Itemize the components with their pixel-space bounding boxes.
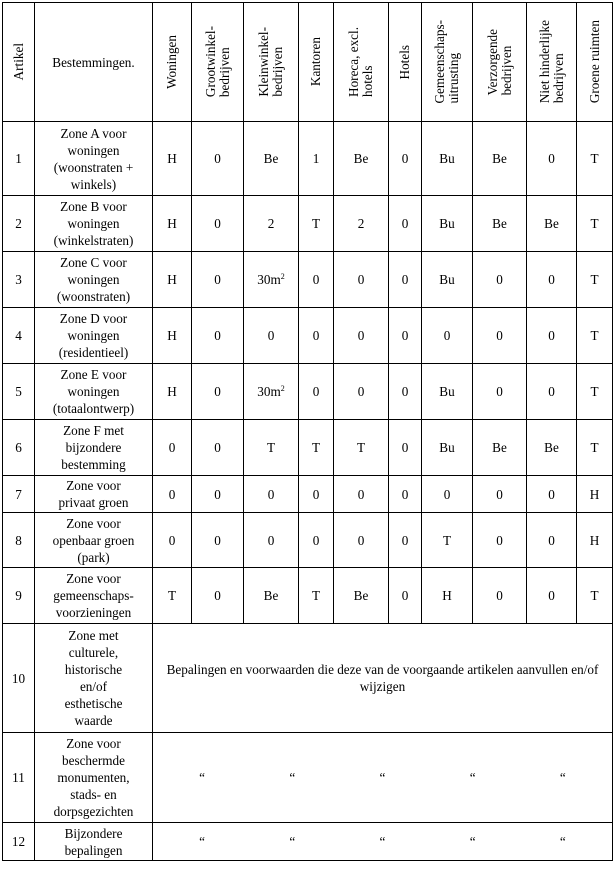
ditto-mark: “ (379, 834, 386, 849)
table-cell: 0 (527, 122, 577, 196)
artikel-number: 7 (3, 476, 35, 513)
table-cell: H (422, 568, 473, 624)
table-cell: 0 (153, 476, 192, 513)
header-row (3, 3, 613, 122)
artikel-number: 1 (3, 122, 35, 196)
table-cell: 0 (527, 364, 577, 420)
table-cell: H (153, 308, 192, 364)
table-body (3, 122, 613, 861)
table-cell: 0 (527, 308, 577, 364)
ditto-mark: “ (379, 770, 386, 785)
header-artikel: Artikel (3, 3, 35, 122)
table-cell: Bu (422, 196, 473, 252)
table-cell: Be (527, 196, 577, 252)
table-cell: 0 (299, 308, 334, 364)
table-cell: T (577, 196, 613, 252)
table-cell: 0 (473, 513, 527, 568)
table-cell: 0 (473, 364, 527, 420)
zone-name: Zone C voor woningen (woonstraten) (35, 252, 153, 308)
table-cell: 0 (422, 308, 473, 364)
superscript-2: 2 (280, 272, 285, 281)
ditto-mark: “ (469, 770, 476, 785)
zone-name: Zone A voor woningen (woonstraten + winkels) (35, 122, 153, 196)
zone-name: Zone voor privaat groen (35, 476, 153, 513)
table-cell: T (299, 568, 334, 624)
table-cell: 0 (389, 568, 422, 624)
table-row-10 (3, 624, 613, 733)
table-cell: 0 (389, 196, 422, 252)
bepalingen-note: Bepalingen en voorwaarden die deze van de voorgaande artikelen aanvullen en/of wijzigen (153, 624, 613, 733)
zone-name: Zone F met bijzondere bestemming (35, 420, 153, 476)
table-cell: T (577, 252, 613, 308)
table-cell: 0 (527, 252, 577, 308)
zone-name: Zone voor openbaar groen (park) (35, 513, 153, 568)
table-cell: 0 (153, 513, 192, 568)
table-row-12 (3, 823, 613, 861)
table-cell: Be (527, 420, 577, 476)
table-cell: 0 (192, 196, 244, 252)
table-cell: 0 (334, 252, 389, 308)
table-cell: T (577, 308, 613, 364)
table-cell: H (577, 476, 613, 513)
ditto-marks (153, 823, 613, 861)
table-cell: Be (244, 122, 299, 196)
table-cell: Bu (422, 252, 473, 308)
header-col-kantoren: Kantoren (299, 3, 334, 122)
table-row-4 (3, 308, 613, 364)
table-cell: 0 (244, 308, 299, 364)
artikel-number: 6 (3, 420, 35, 476)
zone-name: Zone voor beschermde monumenten, stads- en dorpsgezichten (35, 733, 153, 823)
table-cell: Be (473, 420, 527, 476)
artikel-number: 3 (3, 252, 35, 308)
table-cell: T (244, 420, 299, 476)
table-cell: 0 (473, 568, 527, 624)
table-cell: T (299, 420, 334, 476)
table-cell: Bu (422, 364, 473, 420)
table-cell: 0 (192, 252, 244, 308)
header-col-hotels: Hotels (389, 3, 422, 122)
table-cell: H (153, 252, 192, 308)
header-col-woningen: Woningen (153, 3, 192, 122)
table-row-3 (3, 252, 613, 308)
table-cell: 0 (389, 364, 422, 420)
table-cell: H (153, 364, 192, 420)
table-cell: T (577, 420, 613, 476)
header-col-gemeenschapsuitrusting: Gemeenschaps- uitrusting (422, 3, 473, 122)
artikel-number: 8 (3, 513, 35, 568)
table-cell: 0 (192, 420, 244, 476)
artikel-number: 2 (3, 196, 35, 252)
table-cell: 0 (389, 476, 422, 513)
ditto-mark: “ (289, 834, 296, 849)
ditto-mark: “ (469, 834, 476, 849)
table-cell: T (422, 513, 473, 568)
table-cell: 0 (192, 364, 244, 420)
table-cell: Be (334, 568, 389, 624)
table-cell: 0 (299, 476, 334, 513)
table-cell: Be (334, 122, 389, 196)
artikel-number: 9 (3, 568, 35, 624)
table-cell: 0 (299, 513, 334, 568)
table-row-2 (3, 196, 613, 252)
table-row-5 (3, 364, 613, 420)
ditto-mark: “ (199, 770, 206, 785)
header-col-horeca: Horeca, excl. hotels (334, 3, 389, 122)
header-col-grootwinkelbedrijven: Grootwinkel- bedrijven (192, 3, 244, 122)
table-cell: 2 (244, 196, 299, 252)
artikel-number: 12 (3, 823, 35, 861)
table-cell: 0 (527, 476, 577, 513)
table-cell: 0 (473, 308, 527, 364)
table-cell: 0 (389, 420, 422, 476)
artikel-number: 4 (3, 308, 35, 364)
table-row-9 (3, 568, 613, 624)
table-cell: 0 (299, 364, 334, 420)
header-col-verzorgende-bedrijven: Verzorgende bedrijven (473, 3, 527, 122)
table-cell: Be (473, 122, 527, 196)
table-cell: 0 (334, 308, 389, 364)
artikel-number: 10 (3, 624, 35, 733)
zone-name: Zone D voor woningen (residentieel) (35, 308, 153, 364)
header-col-niet-hinderlijke-bedrijven: Niet hinderlijke bedrijven (527, 3, 577, 122)
table-cell: 0 (389, 252, 422, 308)
table-cell: 0 (389, 513, 422, 568)
table-cell: $30m^2$ (244, 252, 299, 308)
table-cell: 0 (389, 308, 422, 364)
table-cell: T (577, 568, 613, 624)
header-col-kleinwinkelbedrijven: Kleinwinkel- bedrijven (244, 3, 299, 122)
ditto-mark: “ (199, 834, 206, 849)
table-cell: 0 (153, 420, 192, 476)
table-cell: H (153, 196, 192, 252)
table-row-7 (3, 476, 613, 513)
table-cell: 0 (334, 513, 389, 568)
ditto-marks (153, 733, 613, 823)
table-cell: 0 (473, 252, 527, 308)
table-cell: H (577, 513, 613, 568)
table-cell: T (577, 364, 613, 420)
table-cell: 0 (192, 513, 244, 568)
superscript-2: 2 (280, 384, 285, 393)
zone-name: Zone B voor woningen (winkelstraten) (35, 196, 153, 252)
table-row-8 (3, 513, 613, 568)
table-cell: 0 (473, 476, 527, 513)
zone-name: Zone E voor woningen (totaalontwerp) (35, 364, 153, 420)
table-cell: 0 (192, 308, 244, 364)
table-cell: 0 (244, 476, 299, 513)
table-cell: Bu (422, 122, 473, 196)
table-cell: Be (473, 196, 527, 252)
bestemmingen-table (2, 2, 613, 861)
table-cell: 0 (334, 476, 389, 513)
table-cell: H (153, 122, 192, 196)
table-cell: T (153, 568, 192, 624)
table-cell: 0 (422, 476, 473, 513)
table-cell: 0 (299, 252, 334, 308)
table-row-6 (3, 420, 613, 476)
artikel-number: 5 (3, 364, 35, 420)
table-cell: 0 (192, 476, 244, 513)
table-cell: 0 (527, 513, 577, 568)
artikel-number: 11 (3, 733, 35, 823)
table-cell: 0 (389, 122, 422, 196)
ditto-mark: “ (559, 770, 566, 785)
table-cell: 0 (192, 122, 244, 196)
zone-name: Bijzondere bepalingen (35, 823, 153, 861)
table-cell: T (299, 196, 334, 252)
ditto-mark: “ (559, 834, 566, 849)
table-row-11 (3, 733, 613, 823)
table-cell: 2 (334, 196, 389, 252)
table-cell: 1 (299, 122, 334, 196)
table-cell: 0 (192, 568, 244, 624)
zone-name: Zone met culturele, historische en/of esthetische waarde (35, 624, 153, 733)
header-col-groene-ruimten: Groene ruimten (577, 3, 613, 122)
table-cell: 0 (244, 513, 299, 568)
ditto-mark: “ (289, 770, 296, 785)
table-cell: T (334, 420, 389, 476)
header-bestemmingen: Bestemmingen. (35, 3, 153, 122)
table-row-1 (3, 122, 613, 196)
zone-name: Zone voor gemeenschaps- voorzieningen (35, 568, 153, 624)
table-cell: Be (244, 568, 299, 624)
table-cell: 0 (334, 364, 389, 420)
table-cell: 0 (527, 568, 577, 624)
table-cell: Bu (422, 420, 473, 476)
table-cell: $30m^2$ (244, 364, 299, 420)
table-cell: T (577, 122, 613, 196)
